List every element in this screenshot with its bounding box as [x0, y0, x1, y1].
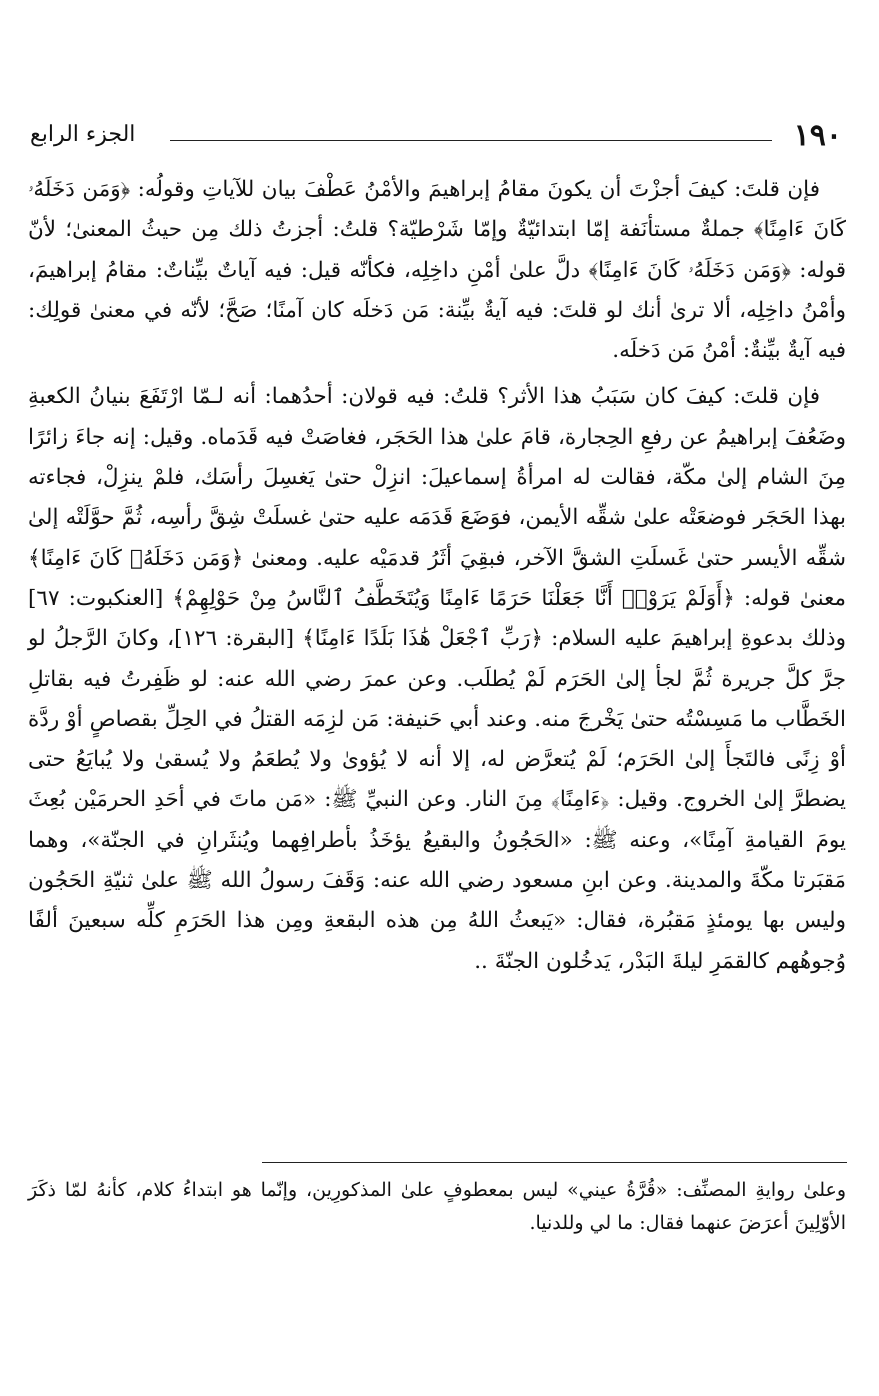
footnote-1: وعلىٰ روايةِ المصنِّف: «قُرَّةُ عيني» ليس بمعطوفٍ علىٰ المذكورِين، وإنّما هو ابتداءُ كلام، كأنهُ لمّا ذكَرَ الأوّلِينَ أعرَضَ عنهما فقال: ما لي وللدنيا.	[28, 1179, 846, 1234]
footnote-rule	[262, 1162, 847, 1163]
header-rule	[170, 140, 772, 141]
paragraph-2: فإن قلتَ: كيفَ كان سَبَبُ هذا الأثر؟ قلتُ: فيه قولان: أحدُهما: أنه لـمّا ارْتَفَعَ بنيانُ الكعبةِ وضَعُفَ إبراهيمُ عن رفعِ الحِجارة، قامَ علىٰ هذا الحَجَر، فغاصَتْ فيه قَدَماه. وقيل: إنه جاءَ زائرًا مِنَ الشام إلىٰ مكّة، فقالت له امرأةُ إسماعيلَ: انزِلْ حتىٰ يَغسِلَ رأسَك، فلمْ ينزِلْ، فجاءته بهذا الحَجَر فوضعَتْه علىٰ شقِّه الأيمن، فوَضَعَ قَدَمَه عليه حتىٰ غسلَتْ شِقَّ رأسِه، ثُمَّ حوَّلَتْه إلىٰ شقِّه الأيسر حتىٰ غَسلَتِ الشقَّ الآخر، فبقِيَ أثَرُ قدمَيْه عليه. ومعنىٰ ﴿وَمَن دَخَلَهُۥ كَانَ ءَامِنًا﴾ معنىٰ قوله: ﴿أَوَلَمْ يَرَوْا۟ أَنَّا جَعَلْنَا حَرَمًا ءَامِنًا وَيُتَخَطَّفُ ٱلنَّاسُ مِنْ حَوْلِهِمْ﴾ [العنكبوت: ٦٧] وذلك بدعوةِ إبراهيمَ عليه السلام: ﴿رَبِّ ٱجْعَلْ هَٰذَا بَلَدًا ءَامِنًا﴾ [البقرة: ١٢٦]، وكانَ الرَّجلُ لو جرَّ كلَّ جريرة ثُمَّ لجأ إلىٰ الحَرَم لَمْ يُطلَب. وعن عمرَ رضي الله عنه: لو ظَفِرتُ فيه بقاتلِ الخَطَّاب ما مَسِسْتُه حتىٰ يَخْرجَ منه. وعند أبي حَنيفة: مَن لزِمَه القتلُ في الحِلِّ بقصاصٍ أوْ ردَّة أوْ زِنًى فالتَجأَ إلىٰ الحَرَم؛ لَمْ يُتعرَّض له، إلا أنه لا يُؤوىٰ ولا يُطعَمُ ولا يُسقىٰ ولا يُبايَعُ حتى يضطرَّ إلىٰ الخروج. وقيل: ﴿ءَامِنًا﴾ مِنَ النار. وعن النبيِّ ﷺ: «مَن ماتَ في أحَدِ الحرمَيْن بُعِثَ يومَ القيامةِ آمِنًا»، وعنه ﷺ: «الحَجُونُ والبقيعُ يؤخَذُ بأطرافِهما ويُنثَرانِ في الجنّة»، وهما مَقبَرتا مكّةَ والمدينة. وعن ابنِ مسعود رضي الله عنه: وَقَفَ رسولُ الله ﷺ علىٰ ثنيّةِ الحَجُون وليس بها يومئذٍ مَقبُرة، فقال: «يَبعثُ اللهُ مِن هذه البقعةِ ومِن هذا الحَرَمِ كلِّه سبعينَ ألفًا وُجوهُهم كالقمَرِ ليلةَ البَدْر، يَدخُلون الجنّةَ ..	[28, 384, 847, 974]
paragraph-1: فإن قلتَ: كيفَ أجزْتَ أن يكونَ مقامُ إبراهيمَ والأمْنُ عَطْفَ بيان للآياتِ وقولُه: ﴿وَمَن دَخَلَهُۥ كَانَ ءَامِنًا﴾ جملةٌ مستأنَفة إمّا ابتدائيّةٌ وإمّا شَرْطيّة؟ قلتُ: أجزتُ ذلك مِن حيثُ المعنىٰ؛ لأنّ قوله: ﴿وَمَن دَخَلَهُۥ كَانَ ءَامِنًا﴾ دلَّ علىٰ أمْنِ داخِلِه، فكأنّه قيل: فيه آياتٌ بيِّناتٌ: مقامُ إبراهيمَ، وأمْنُ داخِلِه، ألا ترىٰ أنك لو قلتَ: فيه آيةٌ بيِّنة: مَن دَخلَه كان آمنًا؛ صَحَّ؛ لأنّه في معنىٰ قولِك: فيه آيةٌ بيِّنةٌ: أمْنُ مَن دَخلَه.	[28, 177, 846, 364]
main-text	[28, 170, 846, 982]
page-header	[30, 118, 842, 158]
page-number: ١٩٠	[793, 118, 842, 153]
running-title: الجزء الرابع	[30, 122, 136, 147]
footnotes	[28, 1174, 846, 1240]
